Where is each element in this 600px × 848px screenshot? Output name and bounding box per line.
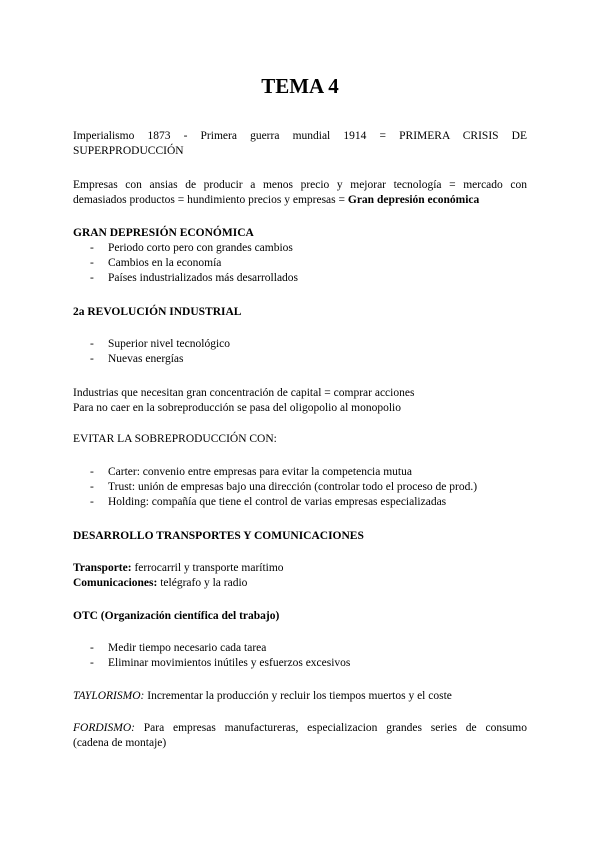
industrias-paragraph xyxy=(73,386,527,416)
list-item: - Cambios en la economía xyxy=(73,256,527,271)
fordismo-paragraph xyxy=(73,721,527,751)
fordismo-line-1 xyxy=(73,721,527,736)
taylorismo-line xyxy=(73,689,527,704)
evitar-list xyxy=(73,465,527,510)
industrias-line-1: Industrias que necesitan gran concentración de capital = comprar acciones xyxy=(73,387,415,399)
otc-list xyxy=(73,641,527,671)
list-item: - Eliminar movimientos inútiles y esfuerzos excesivos xyxy=(73,656,527,671)
revolucion-list-block xyxy=(73,337,527,367)
revolucion-heading: 2a REVOLUCIÓN INDUSTRIAL xyxy=(73,306,242,318)
comunicaciones-line xyxy=(73,576,527,591)
gran-depresion-heading: GRAN DEPRESIÓN ECONÓMICA xyxy=(73,227,254,239)
section-evitar xyxy=(73,432,527,447)
fordismo-line-2: (cadena de montaje) xyxy=(73,737,167,749)
section-transportes xyxy=(73,529,527,544)
transportes-heading: DESARROLLO TRANSPORTES Y COMUNICACIONES xyxy=(73,530,364,542)
intro-line-1: Imperialismo 1873 - Primera guerra mundial 1914 = PRIMERA CRISIS DE xyxy=(73,130,527,142)
section-gran-depresion xyxy=(73,226,527,286)
empresas-line-2 xyxy=(73,193,527,208)
taylorismo-text: Incrementar la producción y recluir los tiempos muertos y el coste xyxy=(144,690,452,702)
transporte-label: Transporte: xyxy=(73,562,132,574)
list-item: - Nuevas energías xyxy=(73,352,527,367)
list-item: - Países industrializados más desarrollados xyxy=(73,271,527,286)
industrias-line-2: Para no caer en la sobreproducción se pasa del oligopolio al monopolio xyxy=(73,402,401,414)
gran-depresion-list xyxy=(73,241,527,286)
page-title: TEMA 4 xyxy=(261,74,339,98)
comunicaciones-text: telégrafo y la radio xyxy=(157,577,248,589)
comunicaciones-label: Comunicaciones: xyxy=(73,577,158,589)
intro-line-2: SUPERPRODUCCIÓN xyxy=(73,145,184,157)
gran-depresion-emphasis: Gran depresión económica xyxy=(347,194,480,206)
transportes-paragraph xyxy=(73,561,527,591)
otc-list-block xyxy=(73,641,527,671)
fordismo-text: Para empresas manufactureras, especializacion grandes series de consumo xyxy=(134,722,527,734)
evitar-heading: EVITAR LA SOBREPRODUCCIÓN CON: xyxy=(73,433,277,445)
taylorismo-paragraph xyxy=(73,689,527,704)
fordismo-label: FORDISMO: xyxy=(73,722,135,734)
otc-heading: OTC (Organización científica del trabajo) xyxy=(73,610,280,622)
section-revolucion xyxy=(73,305,527,320)
list-item: - Superior nivel tecnológico xyxy=(73,337,527,352)
list-item: - Medir tiempo necesario cada tarea xyxy=(73,641,527,656)
revolucion-list xyxy=(73,337,527,367)
transporte-line xyxy=(73,561,527,576)
empresas-line-1: Empresas con ansias de producir a menos precio y mejorar tecnología = mercado con xyxy=(73,179,527,191)
list-item: - Carter: convenio entre empresas para evitar la competencia mutua xyxy=(73,465,527,480)
list-item: - Holding: compañía que tiene el control de varias empresas especializadas xyxy=(73,495,527,510)
empresas-paragraph xyxy=(73,178,527,208)
list-item: - Trust: unión de empresas bajo una dirección (controlar todo el proceso de prod.) xyxy=(73,480,527,495)
section-otc xyxy=(73,609,527,624)
list-item: - Periodo corto pero con grandes cambios xyxy=(73,241,527,256)
empresas-line-2-text: demasiados productos = hundimiento precios y empresas = xyxy=(73,194,348,206)
transporte-text: ferrocarril y transporte marítimo xyxy=(131,562,284,574)
intro-paragraph xyxy=(73,129,527,159)
evitar-list-block xyxy=(73,465,527,510)
taylorismo-label: TAYLORISMO: xyxy=(73,690,145,702)
